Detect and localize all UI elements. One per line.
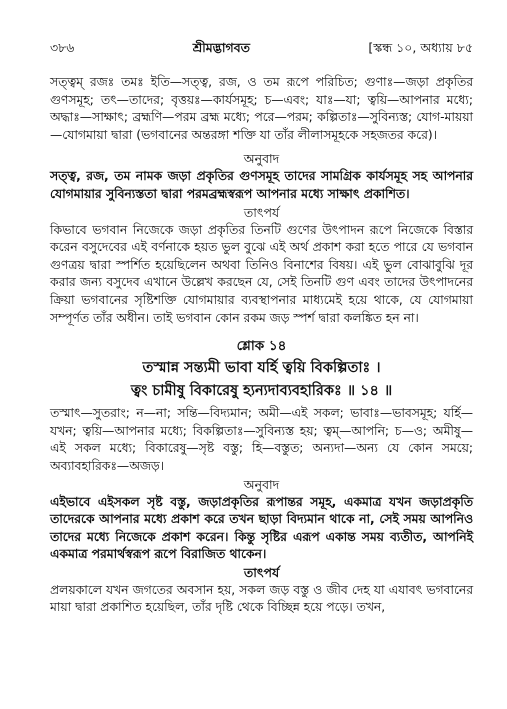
- sanskrit-verse-line-2: ত্বং চামীষু বিকারেষু হ্যন্যদাব্যবহারিকঃ ॥ ১৪ ॥: [130, 383, 393, 400]
- translation-text: সত্ত্ব, রজ, তম নামক জড়া প্রকৃতির গুণসমূহ তাদের সামগ্রিক কার্যসমূহ সহ আপনার যোগমায়ার সুবিন্যস্ততা দ্বারা পরমব্রহ্মস্বরূপ আপনার মধ্যে সাক্ষাৎ প্রকাশিত।: [50, 169, 473, 201]
- verse-translation-heading: অনুবাদ: [243, 476, 280, 492]
- verse-purport-text: প্রলয়কালে যখন জগতের অবসান হয়, সকল জড় বস্তু ও জীব দেহ যা এযাবৎ ভগবানের মায়া দ্বারা প্রকাশিত হয়েছিল, তাঁর দৃষ্টি থেকে বিচ্ছিন্ন হয়ে পড়ে। তখন,: [50, 582, 473, 615]
- verse-purport-heading: তাৎপর্য: [243, 564, 280, 580]
- page-header: [50, 40, 473, 60]
- verse-number-heading: শ্লোক ১৪: [236, 338, 287, 355]
- chapter-reference: [স্কন্ধ ১০, অধ্যায় ৮৫: [368, 40, 473, 55]
- verse-block: [50, 335, 473, 403]
- translation-heading: অনুবাদ: [243, 151, 280, 167]
- verse-synonyms-text: তস্মাৎ—সুতরাং; ন—না; সন্তি—বিদ্যমান; অমী—এই সকল; ভাবাঃ—ভাবসমূহ; যর্হি—যখন; ত্বয়ি—আপনার মধ্যে; বিকল্পিতাঃ—সুবিন্যস্ত হয়; ত্বম্—আপনি; চ—ও; অমীষু—এই সকল মধ্যে; বিকারেষু—সৃষ্ট বস্তু; হি—বস্তুত; অন্যদা—অন্য যে কোন সময়ে; অব্যাবহারিকঃ—অজড়।: [50, 406, 473, 473]
- synonyms-text: সত্ত্বম্ রজঃ তমঃ ইতি—সত্ত্ব, রজ, ও তম রূপে পরিচিত; গুণাঃ—জড়া প্রকৃতির গুণসমূহ; তৎ—তাদের; বৃত্তয়ঃ—কার্যসমূহ; চ—এবং; যাঃ—যা; ত্বয়ি—আপনার মধ্যে; অদ্ধাঃ—সাক্ষাৎ; ব্রহ্মণি—পরম ব্রহ্ম মধ্যে; পরে—পরম; কল্পিতাঃ—সুবিন্যস্ত; যোগ-মায়য়া—যোগমায়া দ্বারা (ভগবানের অন্তরঙ্গা শক্তি যা তাঁর লীলাসমূহকে সহজতর করে)।: [50, 75, 473, 142]
- page-number: ৩৮৬: [50, 40, 75, 55]
- purport-heading: তাৎপর্য: [243, 204, 280, 220]
- sanskrit-verse-line-1: তস্মান্ন সন্ত্যমী ভাবা যর্হি ত্বয়ি বিকল্পিতাঃ ।: [142, 360, 381, 377]
- verse-translation-text: এইভাবে এইসকল সৃষ্ট বস্তু, জড়াপ্রকৃতির রূপান্তর সমূহ, একমাত্র যখন জড়াপ্রকৃতি তাদেরকে আপনার মধ্যে প্রকাশ করে তখন ছাড়া বিদ্যমান থাকে না, সেই সময় আপনিও তাদের মধ্যে নিজেকে প্রকাশ করেন। কিন্তু সৃষ্টির এরূপ একান্ত সময় ব্যতীত, আপনিই একমাত্র পরমার্থস্বরূপ রূপে বিরাজিত থাকেন।: [50, 494, 473, 562]
- purport-text: কিভাবে ভগবান নিজেকে জড়া প্রকৃতির তিনটি গুণের উৎপাদন রূপে নিজেকে বিস্তার করেন বসুদেবের এই বর্ণনাকে হয়ত ভুল বুঝে এই অর্থ প্রকাশ করা হতে পারে যে ভগবান গুণত্রয় দ্বারা স্পর্শিত হয়েছিলেন অথবা তিনিও বিনাশের বিষয়। এই ভুল বোঝাবুঝি দূর করার জন্য বসুদেব এখানে উল্লেখ করছেন যে, সেই তিনটি গুণ এবং তাদের উৎপাদনের ক্রিয়া ভগবানের সৃষ্টিশক্তি যোগমায়ার ব্যবস্থাপনার মাধ্যমেই হয়ে থাকে, যে যোগমায়া সম্পূর্ণত তাঁর অধীন। তাই ভগবান কোন রকম জড় স্পর্শ দ্বারা কলঙ্কিত হন না।: [50, 222, 473, 325]
- book-title: শ্রীমদ্ভাগবত: [192, 40, 251, 55]
